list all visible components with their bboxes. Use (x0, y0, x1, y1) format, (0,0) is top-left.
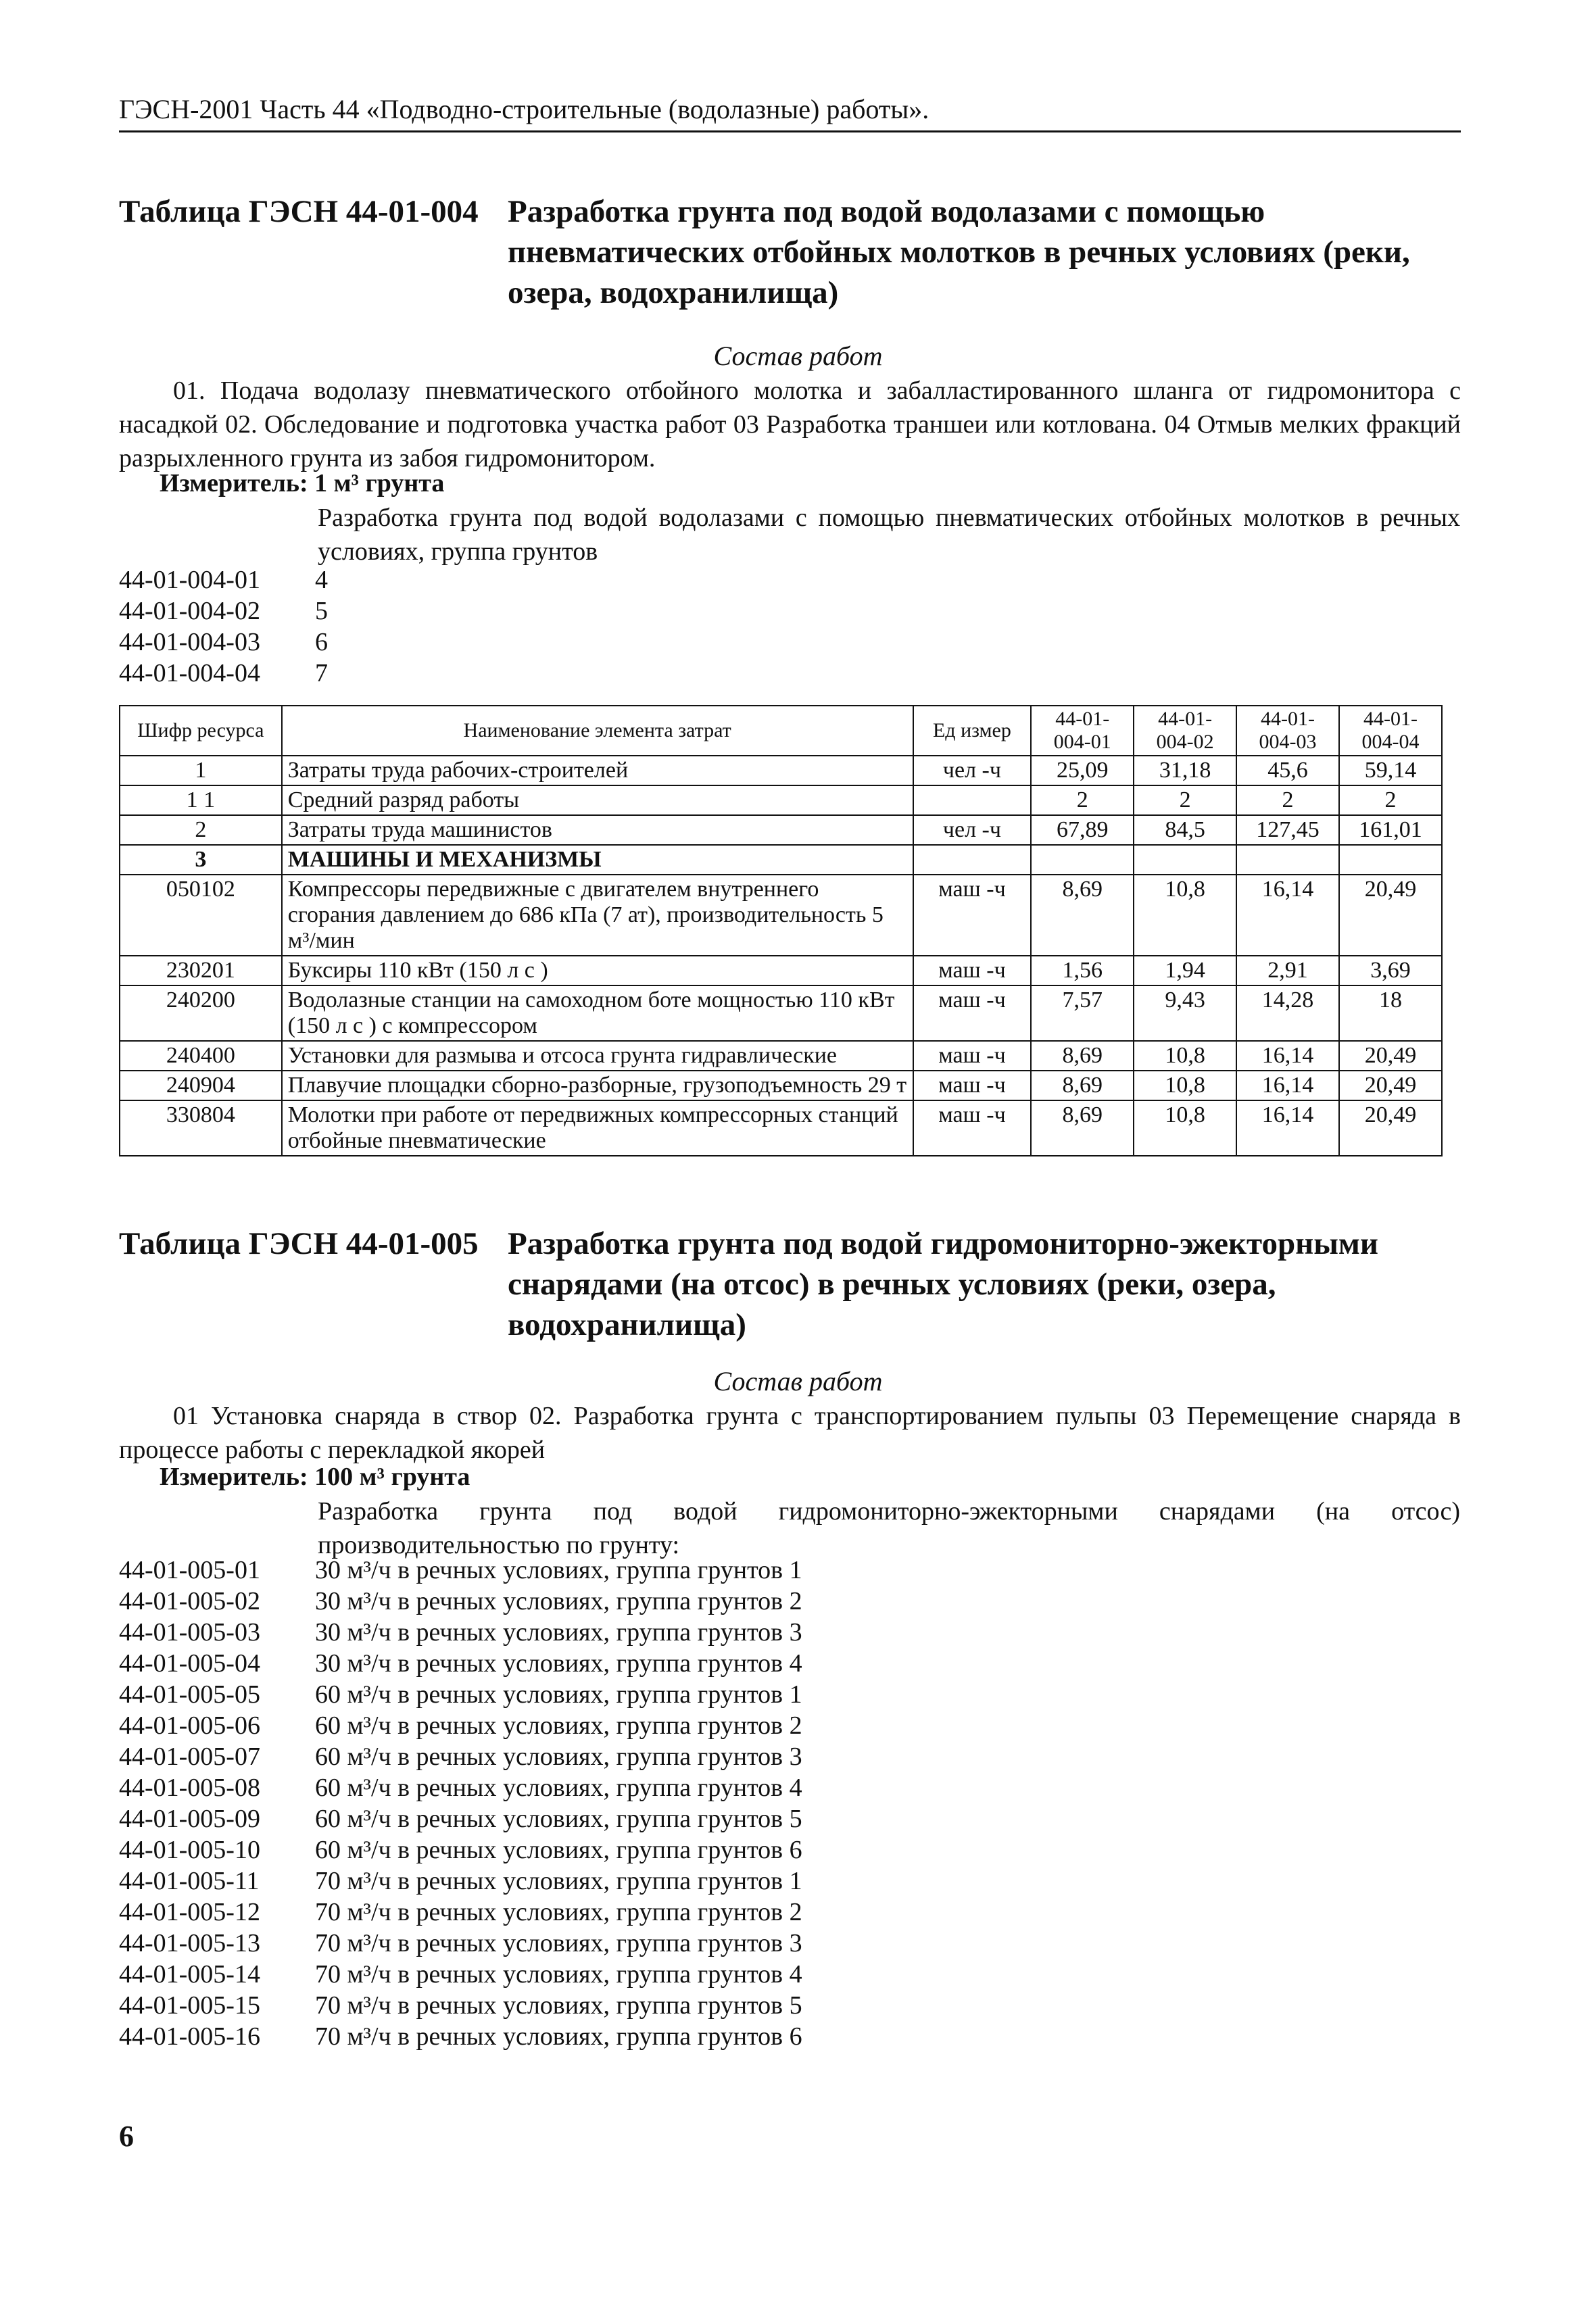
code: 44-01-005-10 (119, 1836, 260, 1864)
code-value: 70 м³/ч в речных условиях, группа грунтов 2 (315, 1898, 802, 1926)
cell: 8,69 (1031, 875, 1134, 956)
code: 44-01-004-02 (119, 597, 260, 625)
cell: маш -ч (913, 1041, 1032, 1071)
code: 44-01-005-02 (119, 1587, 260, 1615)
cell: маш -ч (913, 875, 1032, 956)
cell: маш -ч (913, 956, 1032, 985)
list-item (119, 1555, 802, 1586)
cell: 7,57 (1031, 985, 1134, 1041)
list-item (119, 658, 328, 689)
cell (913, 845, 1032, 875)
list-item (119, 1710, 802, 1741)
code-value: 60 м³/ч в речных условиях, группа грунтов 4 (315, 1774, 802, 1802)
header-cell: Шифр ресурса (120, 706, 282, 756)
table2-meter: Измеритель: 100 м³ грунта (160, 1463, 470, 1491)
table2-work-description: 01 Установка снаряда в створ 02. Разработка грунта с транспортированием пульпы 03 Перемещение снаряда в процессе работы с перекладкой якорей (119, 1402, 1461, 1464)
table2-title (119, 1223, 1491, 1345)
cell: 2 (1134, 785, 1236, 815)
list-item (119, 1959, 802, 1990)
header-cell: Ед измер (913, 706, 1032, 756)
cell: маш -ч (913, 1100, 1032, 1156)
cell: 14,28 (1236, 985, 1339, 1041)
table1-intro: Разработка грунта под водой водолазами с помощью пневматических отбойных молотков в речных условиях, группа грунтов (318, 504, 1460, 566)
cell: маш -ч (913, 985, 1032, 1041)
cell: 240904 (120, 1071, 282, 1100)
code-value: 30 м³/ч в речных условиях, группа грунтов 4 (315, 1649, 802, 1678)
cell: 8,69 (1031, 1071, 1134, 1100)
list-item (119, 1803, 802, 1834)
cell: 20,49 (1339, 1041, 1442, 1071)
list-item (119, 1741, 802, 1772)
code-value: 60 м³/ч в речных условиях, группа грунтов 2 (315, 1711, 802, 1740)
list-item (119, 564, 328, 595)
code-value: 5 (315, 597, 328, 625)
cell: 45,6 (1236, 756, 1339, 785)
cell (1339, 845, 1442, 875)
table-header-row (120, 706, 1442, 756)
resource-table (119, 705, 1443, 1156)
cell: Средний разряд работы (282, 785, 913, 815)
code: 44-01-005-12 (119, 1898, 260, 1926)
list-item (119, 1617, 802, 1648)
code: 44-01-005-03 (119, 1618, 260, 1647)
cell: маш -ч (913, 1071, 1032, 1100)
table1-title-lead: Таблица ГЭСН 44-01-004 (119, 194, 479, 229)
cell: 2 (120, 815, 282, 845)
table2-codes-list (119, 1555, 802, 2052)
cell: 20,49 (1339, 875, 1442, 956)
code-value: 30 м³/ч в речных условиях, группа грунтов 2 (315, 1587, 802, 1615)
code: 44-01-005-05 (119, 1680, 260, 1709)
code-value: 70 м³/ч в речных условиях, группа грунтов 1 (315, 1867, 802, 1895)
cell: Буксиры 110 кВт (150 л с ) (282, 956, 913, 985)
cell: 9,43 (1134, 985, 1236, 1041)
cell: 20,49 (1339, 1071, 1442, 1100)
cell (1134, 845, 1236, 875)
table1-codes-list (119, 564, 328, 689)
cell: 16,14 (1236, 1100, 1339, 1156)
code: 44-01-005-09 (119, 1805, 260, 1833)
code: 44-01-005-07 (119, 1743, 260, 1771)
code: 44-01-005-13 (119, 1929, 260, 1957)
list-item (119, 1897, 802, 1928)
cell: 67,89 (1031, 815, 1134, 845)
cell: 161,01 (1339, 815, 1442, 845)
list-item (119, 1648, 802, 1679)
cell: 2 (1031, 785, 1134, 815)
cell: 10,8 (1134, 875, 1236, 956)
list-item (119, 1866, 802, 1897)
table-row (120, 785, 1442, 815)
cell: 1,56 (1031, 956, 1134, 985)
cell: 127,45 (1236, 815, 1339, 845)
cell: 3 (120, 845, 282, 875)
cell: 16,14 (1236, 1041, 1339, 1071)
cell: 2 (1236, 785, 1339, 815)
code: 44-01-005-06 (119, 1711, 260, 1740)
table1-sostav: Состав работ (713, 341, 883, 371)
code: 44-01-004-04 (119, 659, 260, 687)
code-value: 30 м³/ч в речных условиях, группа грунтов 1 (315, 1556, 802, 1584)
header-cell: 44-01-004-01 (1031, 706, 1134, 756)
cell: 18 (1339, 985, 1442, 1041)
cell: 1 1 (120, 785, 282, 815)
cell: Установки для размыва и отсоса грунта гидравлические (282, 1041, 913, 1071)
cell: чел -ч (913, 756, 1032, 785)
table-row (120, 1100, 1442, 1156)
cell (913, 785, 1032, 815)
code-value: 60 м³/ч в речных условиях, группа грунтов 6 (315, 1836, 802, 1864)
cell: Компрессоры передвижные с двигателем внутреннего сгорания давлением до 686 кПа (7 ат), производительность 5 м³/мин (282, 875, 913, 956)
cell: 3,69 (1339, 956, 1442, 985)
code: 44-01-005-14 (119, 1960, 260, 1989)
list-item (119, 627, 328, 658)
table1-meter: Измеритель: 1 м³ грунта (160, 469, 445, 497)
code-value: 70 м³/ч в речных условиях, группа грунтов 3 (315, 1929, 802, 1957)
table1-title (119, 191, 1491, 313)
code: 44-01-005-04 (119, 1649, 260, 1678)
cell: Водолазные станции на самоходном боте мощностью 110 кВт (150 л с ) с компрессором (282, 985, 913, 1041)
cell: 16,14 (1236, 1071, 1339, 1100)
code-value: 4 (315, 566, 328, 594)
cell: 31,18 (1134, 756, 1236, 785)
cell: 10,8 (1134, 1100, 1236, 1156)
code-value: 70 м³/ч в речных условиях, группа грунтов 5 (315, 1991, 802, 2020)
table-row (120, 756, 1442, 785)
header-cell: 44-01-004-04 (1339, 706, 1442, 756)
table-row (120, 1041, 1442, 1071)
cell: 330804 (120, 1100, 282, 1156)
header-cell: Наименование элемента затрат (282, 706, 913, 756)
cell: Молотки при работе от передвижных компрессорных станций отбойные пневматические (282, 1100, 913, 1156)
table2-sostav: Состав работ (713, 1366, 883, 1396)
table1-title-rest: Разработка грунта под водой водолазами с помощью пневматических отбойных молотков в речных условиях (реки, озера, водохранилища) (508, 194, 1410, 310)
table2-title-rest: Разработка грунта под водой гидромониторно-эжекторными снарядами (на отсос) в речных условиях (реки, озера, водохранилища) (508, 1226, 1379, 1342)
cell: 8,69 (1031, 1041, 1134, 1071)
code-value: 60 м³/ч в речных условиях, группа грунтов 5 (315, 1805, 802, 1833)
table-row (120, 875, 1442, 956)
cell: 240400 (120, 1041, 282, 1071)
code: 44-01-004-01 (119, 566, 260, 594)
list-item (119, 1586, 802, 1617)
table2-title-lead: Таблица ГЭСН 44-01-005 (119, 1226, 479, 1261)
header-cell: 44-01-004-03 (1236, 706, 1339, 756)
cell: 240200 (120, 985, 282, 1041)
code: 44-01-005-08 (119, 1774, 260, 1802)
code: 44-01-005-15 (119, 1991, 260, 2020)
cell: 2 (1339, 785, 1442, 815)
cell: 16,14 (1236, 875, 1339, 956)
cell: 8,69 (1031, 1100, 1134, 1156)
list-item (119, 2021, 802, 2052)
cell: Затраты труда рабочих-строителей (282, 756, 913, 785)
code: 44-01-004-03 (119, 628, 260, 656)
cell (1236, 845, 1339, 875)
table-row (120, 956, 1442, 985)
list-item (119, 1834, 802, 1866)
cell: 230201 (120, 956, 282, 985)
list-item (119, 1772, 802, 1803)
list-item (119, 1679, 802, 1710)
cell: 10,8 (1134, 1071, 1236, 1100)
cell: 2,91 (1236, 956, 1339, 985)
code-value: 7 (315, 659, 328, 687)
list-item (119, 1990, 802, 2021)
page-number: 6 (119, 2120, 134, 2153)
table-row (120, 1071, 1442, 1100)
cell: 1,94 (1134, 956, 1236, 985)
code: 44-01-005-01 (119, 1556, 260, 1584)
cell: Плавучие площадки сборно-разборные, грузоподъемность 29 т (282, 1071, 913, 1100)
cell: 59,14 (1339, 756, 1442, 785)
cell: МАШИНЫ И МЕХАНИЗМЫ (282, 845, 913, 875)
header-cell: 44-01-004-02 (1134, 706, 1236, 756)
table-row (120, 815, 1442, 845)
code-value: 30 м³/ч в речных условиях, группа грунтов 3 (315, 1618, 802, 1647)
cell: Затраты труда машинистов (282, 815, 913, 845)
code-value: 6 (315, 628, 328, 656)
cell: 20,49 (1339, 1100, 1442, 1156)
cell: 84,5 (1134, 815, 1236, 845)
code-value: 60 м³/ч в речных условиях, группа грунтов 1 (315, 1680, 802, 1709)
cell: 10,8 (1134, 1041, 1236, 1071)
cell (1031, 845, 1134, 875)
table1-work-description: 01. Подача водолазу пневматического отбойного молотка и забалластированного шланга от гидромонитора с насадкой 02. Обследование и подготовка участка работ 03 Разработка траншеи или котлована. 04 Отмыв мелких фракций разрыхленного грунта из забоя гидромонитором. (119, 376, 1461, 472)
code: 44-01-005-11 (119, 1867, 260, 1895)
table2-intro: Разработка грунта под водой гидромониторно-эжекторными снарядами (на отсос) производительностью по грунту: (318, 1497, 1460, 1559)
code-value: 70 м³/ч в речных условиях, группа грунтов 6 (315, 2022, 802, 2051)
cell: 050102 (120, 875, 282, 956)
list-item (119, 1928, 802, 1959)
cell: 25,09 (1031, 756, 1134, 785)
cell: чел -ч (913, 815, 1032, 845)
code-value: 70 м³/ч в речных условиях, группа грунтов 4 (315, 1960, 802, 1989)
cell: 1 (120, 756, 282, 785)
code-value: 60 м³/ч в речных условиях, группа грунтов 3 (315, 1743, 802, 1771)
table-row (120, 985, 1442, 1041)
table-row (120, 845, 1442, 875)
code: 44-01-005-16 (119, 2022, 260, 2051)
page-header: ГЭСН-2001 Часть 44 «Подводно-строительные (водолазные) работы». (119, 93, 1461, 132)
list-item (119, 595, 328, 627)
